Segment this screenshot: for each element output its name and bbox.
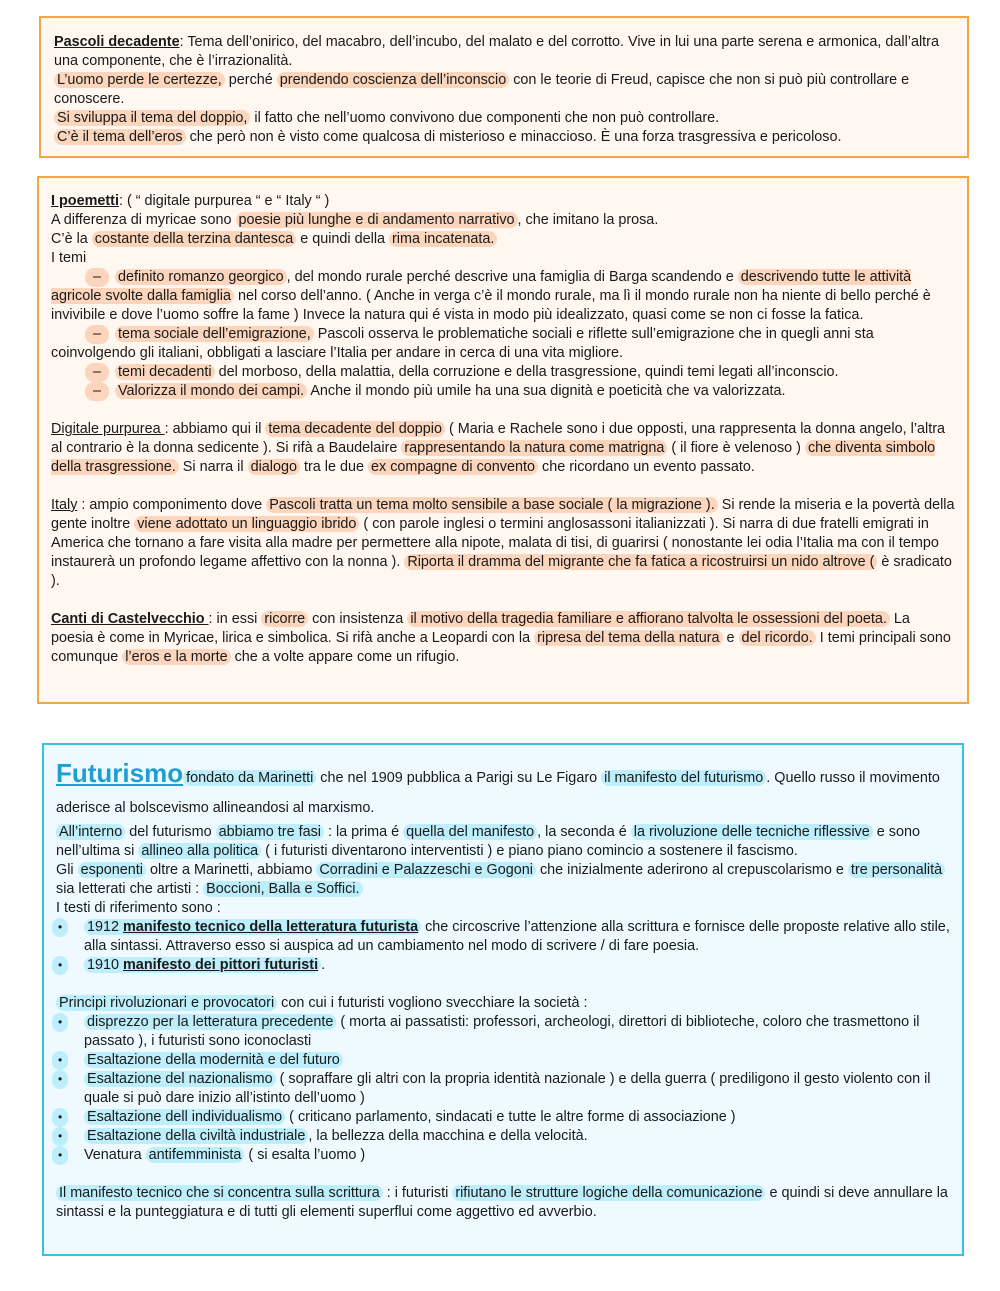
testi-label: I testi di riferimento sono : [56, 900, 221, 916]
highlight: tema sociale dell’emigrazione, [115, 326, 314, 342]
highlight: C’è il tema dell’eros [54, 129, 186, 145]
list-item: • disprezzo per la letteratura precedente ( morta ai passatisti: professori, archeologi, direttori di biblioteche, coloro che trasmettono il passato ), i futuristi sono iconoclasti [56, 1013, 950, 1051]
canti-castelvecchio-title: Canti di Castelvecchio [51, 611, 209, 627]
bullet-marker: • [52, 1146, 68, 1165]
bullet-marker: • [52, 918, 68, 937]
highlight: temi decadenti [115, 364, 215, 380]
principi-heading: Principi rivoluzionari e provocatori con cui i futuristi vogliono svecchiare la società : [56, 994, 950, 1013]
highlight: descrivendo tutte le attività agricole svolte dalla famiglia [51, 269, 912, 304]
list-item: – temi decadenti del morboso, della malattia, della corruzione e della trasgressione, quindi temi legati all’inconscio. [51, 363, 955, 382]
highlight: l’eros e la morte [122, 649, 230, 665]
digitale-purpurea-title: Digitale purpurea [51, 421, 165, 437]
pascoli-title: Pascoli decadente [54, 34, 180, 50]
futurismo-title: Futurismo [56, 758, 184, 788]
dash-marker: – [85, 268, 109, 287]
highlight: rappresentando la natura come matrigna [401, 440, 667, 456]
highlight: antifemminista [146, 1147, 245, 1163]
list-item: – Valorizza il mondo dei campi. Anche il mondo più umile ha una sua dignità e poeticità che va valorizzata. [51, 382, 955, 401]
pascoli-eros-line: C’è il tema dell’eros che però non è visto come qualcosa di misterioso e minaccioso. È una forza trasgressiva e pericoloso. [54, 128, 953, 147]
bullet-marker: • [52, 1070, 68, 1089]
list-item: • Esaltazione del nazionalismo ( sopraffare gli altri con la propria identità nazionale ) e della guerra ( prediligono il gesto violento con il quale si può dare inizio all’istinto dell’uomo ) [56, 1070, 950, 1108]
list-item: • Venatura antifemminista ( si esalta l’uomo ) [56, 1146, 950, 1165]
poemetti-section [37, 176, 969, 704]
futurismo-intro: Futurismo fondato da Marinetti che nel 1909 pubblica a Parigi su Le Figaro il manifesto del futurismo . Quello russo il movimento aderisce al bolscevismo allineandosi al marxismo. [56, 758, 940, 816]
highlight: costante della terzina dantesca [92, 231, 296, 247]
list-item: – definito romanzo georgico , del mondo rurale perché descrive una famiglia di Barga scandendo e descrivendo tutte le attività agricole svolte dalla famiglia nel corso dell’anno. ( Anche in verga c’è il mondo rurale, ma lì il mondo rurale non ha niente di bello perché è invivibile e dove l’uomo soffre la fame ) Invece la natura qui é vista in modo più idealizzato, quasi come se non ci fosse la fatica. [51, 269, 931, 323]
bullet-marker: • [52, 1127, 68, 1146]
list-item: • Esaltazione della civiltà industriale , la bellezza della macchina e della velocità. [56, 1127, 950, 1146]
highlight: allineo alla politica [138, 843, 261, 859]
highlight: viene adottato un linguaggio ibrido [134, 516, 359, 532]
digitale-purpurea-paragraph: Digitale purpurea : abbiamo qui il tema decadente del doppio ( Maria e Rachele sono i due opposti, una rappresenta la donna angelo, l’altra al contrario è la donna sedicente ). Si rifà a Baudelaire rappresentando la natura come matrigna ( il fiore è velenoso ) che diventa simbolo della trasgressione. Si narra il dialogo tra le due ex compagne di convento che ricordano un evento passato. [51, 421, 946, 475]
bullet-marker: • [52, 1108, 68, 1127]
dash-marker: – [85, 382, 109, 401]
highlight: ricorre [261, 611, 308, 627]
highlight: Il manifesto tecnico che si concentra sulla scrittura [56, 1185, 383, 1201]
bullet-marker: • [52, 956, 68, 975]
futurismo-esponenti: Gli esponenti oltre a Marinetti, abbiamo Corradini e Palazzeschi e Gogoni che inizialmente aderirono al crepuscolarismo e tre personalità sia letterati che artisti : Boccioni, Balla e Soffici. [56, 861, 950, 899]
pascoli-paragraph: Pascoli decadente: Tema dell’onirico, del macabro, dell’incubo, del malato e del corrotto. Vive in lui una parte serena e armonica, dall’altra una componente, che è l’irrazionalità. [54, 34, 939, 69]
highlight: Esaltazione del nazionalismo [84, 1071, 276, 1087]
poemetti-line: A differenza di myricae sono poesie più lunghe e di andamento narrativo , che imitano la prosa. [51, 212, 659, 228]
highlight: Riporta il dramma del migrante che fa fatica a ricostruirsi un nido altrove ( [404, 554, 877, 570]
highlight: Valorizza il mondo dei campi. [115, 383, 307, 399]
list-item: • 1910 manifesto dei pittori futuristi . [56, 956, 950, 975]
highlight: esponenti [78, 862, 146, 878]
highlight: Si sviluppa il tema del doppio, [54, 110, 250, 126]
bullet-marker: • [52, 1051, 68, 1070]
highlight: del ricordo. [739, 630, 816, 646]
poemetti-title: I poemetti [51, 193, 119, 209]
poemetti-heading: I poemetti: ( “ digitale purpurea “ e “ Italy “ ) [51, 193, 330, 209]
italy-paragraph: Italy : ampio componimento dove Pascoli tratta un tema molto sensibile a base sociale ( la migrazione ). Si rende la miseria e la povertà della gente inoltre viene adottato un linguaggio ibrido ( con parole inglesi o termini anglosassoni italianizzati ). Si narra di due fratelli emigrati in America che tornano a fare visita alla madre per permettere alla nipote, malata di tisi, di guarirsi ( nonostante lei odia l’Italia ma con il tempo instaurerà un profondo legame affettivo con la nonna ). Riporta il dramma del migrante che fa fatica a ricostruirsi un nido altrove ( è sradicato ). [51, 497, 955, 589]
list-item: • Esaltazione dell individualismo ( criticano parlamento, sindacati e tutte le altre forme di associazione ) [56, 1108, 950, 1127]
list-item [56, 1051, 950, 1070]
highlight: L’uomo perde le certezze, [54, 72, 225, 88]
futurismo-section [42, 743, 964, 1256]
highlight: quella del manifesto [403, 824, 537, 840]
highlight: il manifesto del futurismo [601, 770, 766, 786]
temi-label: I temi [51, 250, 87, 266]
canti-castelvecchio-paragraph: Canti di Castelvecchio : in essi ricorre con insistenza il motivo della tragedia familiare e affiorano talvolta le ossessioni del poeta. La poesia è come in Myricae, lirica e simbolica. Si rifà anche a Leopardi con la ripresa del tema della natura e del ricordo. I temi principali sono comunque l’eros e la morte che a volte appare come un rifugio. [51, 611, 951, 665]
highlight: definito romanzo georgico [115, 269, 287, 285]
highlight: che diventa simbolo della trasgressione. [51, 440, 936, 475]
highlight: abbiamo tre fasi [216, 824, 324, 840]
highlight: 1912 manifesto tecnico della letteratura futurista [84, 919, 421, 935]
italy-title: Italy [51, 497, 78, 513]
highlight: poesie più lunghe e di andamento narrativo [236, 212, 518, 228]
manifesto-tecnico-paragraph: Il manifesto tecnico che si concentra sulla scrittura : i futuristi rifiutano le strutture logiche della comunicazione e quindi si deve annullare la sintassi e la punteggiatura e di tutti gli elementi superflui come aggettivo ed avverbio. [56, 1185, 948, 1220]
highlight: Esaltazione della modernità e del futuro [84, 1052, 343, 1068]
highlight: tema decadente del doppio [265, 421, 445, 437]
highlight: Principi rivoluzionari e provocatori [56, 995, 277, 1011]
highlight: rima incatenata. [389, 231, 497, 247]
highlight: Esaltazione della civiltà industriale [84, 1128, 308, 1144]
pascoli-certezze-line: L’uomo perde le certezze, perché prendendo coscienza dell’inconscio con le teorie di Freud, capisce che non si può più controllare e conoscere. [54, 72, 910, 107]
futurismo-fasi: All’interno del futurismo abbiamo tre fasi : la prima é quella del manifesto , la seconda é la rivoluzione delle tecniche riflessive e sono nell’ultima si allineo alla politica ( i futuristi diventarono interventisti ) e piano piano comincio a sostenere il fascismo. [56, 824, 920, 859]
highlight: la rivoluzione delle tecniche riflessive [631, 824, 873, 840]
highlight: Pascoli tratta un tema molto sensibile a base sociale ( la migrazione ). [266, 497, 718, 513]
highlight: ripresa del tema della natura [534, 630, 722, 646]
highlight: dialogo [248, 459, 300, 475]
highlight: fondato da Marinetti [183, 770, 316, 786]
list-item: • 1912 manifesto tecnico della letteratura futurista che circoscrive l’attenzione alla scrittura e fornisce delle proposte relative allo stile, alla sintassi. Attraverso esso si auspica ad un cambiamento nel modo di scrivere / di fare poesia. [56, 918, 950, 956]
dash-marker: – [85, 363, 109, 382]
dash-marker: – [85, 325, 109, 344]
highlight: Esaltazione dell individualismo [84, 1109, 285, 1125]
highlight: prendendo coscienza dell’inconscio [277, 72, 509, 88]
list-item: – tema sociale dell’emigrazione, Pascoli osserva le problematiche sociali e riflette sull’emigrazione che in quegli anni sta coinvolgendo gli italiani, obbligati a lasciare l’Italia per andare in cerca di una vita migliore. [51, 326, 874, 361]
highlight: ex compagne di convento [368, 459, 538, 475]
poemetti-line: C’è la costante della terzina dantesca e quindi della rima incatenata. [51, 230, 955, 249]
highlight: disprezzo per la letteratura precedente [84, 1014, 336, 1030]
highlight: 1910 manifesto dei pittori futuristi [84, 957, 321, 973]
highlight: Boccioni, Balla e Soffici. [203, 881, 362, 897]
highlight: tre personalità [848, 862, 945, 878]
highlight: il motivo della tragedia familiare e affiorano talvolta le ossessioni del poeta. [407, 611, 890, 627]
pascoli-decadente-section [39, 16, 969, 158]
pascoli-doppio-line: Si sviluppa il tema del doppio, il fatto che nell’uomo convivono due componenti che non può controllare. [54, 109, 953, 128]
highlight: All’interno [56, 824, 125, 840]
bullet-marker: • [52, 1013, 68, 1032]
highlight: rifiutano le strutture logiche della comunicazione [452, 1185, 765, 1201]
highlight: Corradini e Palazzeschi e Gogoni [316, 862, 536, 878]
